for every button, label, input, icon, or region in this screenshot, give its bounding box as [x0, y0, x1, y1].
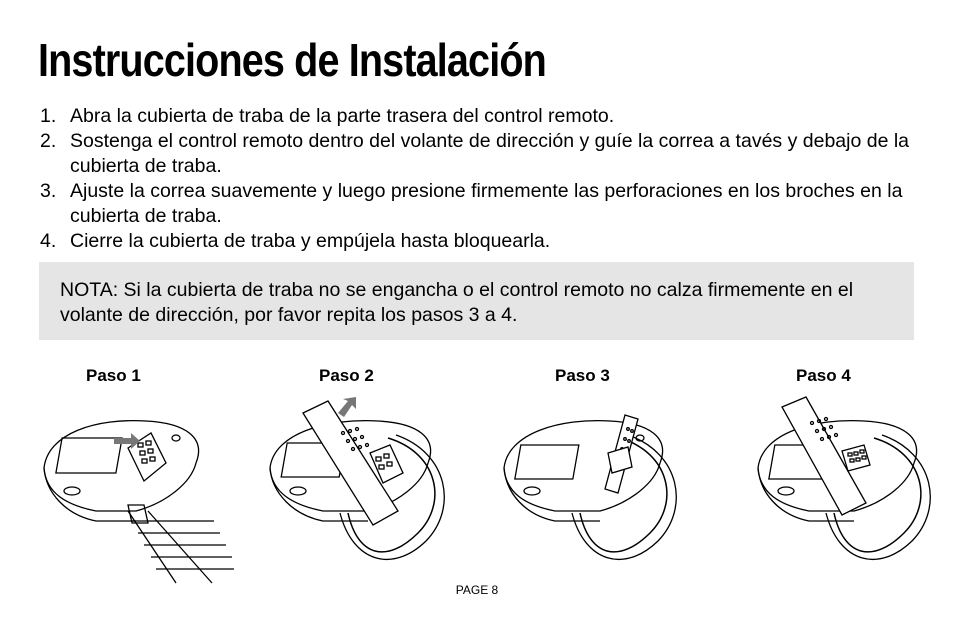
step-text: Ajuste la correa suavemente y luego presione firmemente las perforaciones en los broches en la cubierta de traba. — [70, 180, 903, 227]
step-number: 4. — [40, 230, 57, 252]
page-number: PAGE 8 — [455, 583, 499, 597]
step-2-illustration — [268, 393, 468, 593]
step-1-illustration — [36, 393, 236, 593]
step-1-label: Paso 1 — [86, 366, 141, 385]
instruction-list — [40, 104, 920, 254]
note-text: NOTA: Si la cubierta de traba no se engancha o el control remoto no calza firmemente en el volante de dirección, por favor repita los pasos 3 a 4. — [60, 279, 854, 326]
step-3-illustration — [500, 393, 700, 593]
instruction-step — [40, 229, 920, 254]
step-text: Cierre la cubierta de traba y empújela hasta bloquearla. — [70, 230, 551, 252]
step-3-label: Paso 3 — [555, 366, 610, 385]
note-box — [39, 262, 914, 340]
step-number: 1. — [40, 105, 57, 127]
step-2-label: Paso 2 — [319, 366, 374, 385]
instruction-step — [40, 104, 920, 129]
step-number: 2. — [40, 130, 57, 152]
instruction-step — [40, 179, 920, 229]
step-text: Abra la cubierta de traba de la parte trasera del control remoto. — [70, 105, 615, 127]
step-text: Sostenga el control remoto dentro del volante de dirección y guíe la correa a tavés y debajo de la cubierta de traba. — [70, 130, 910, 177]
step-4-label: Paso 4 — [796, 366, 851, 385]
step-number: 3. — [40, 180, 57, 202]
step-4-illustration — [754, 393, 954, 593]
page-title: Instrucciones de Instalación — [38, 34, 546, 86]
instruction-step — [40, 129, 920, 179]
